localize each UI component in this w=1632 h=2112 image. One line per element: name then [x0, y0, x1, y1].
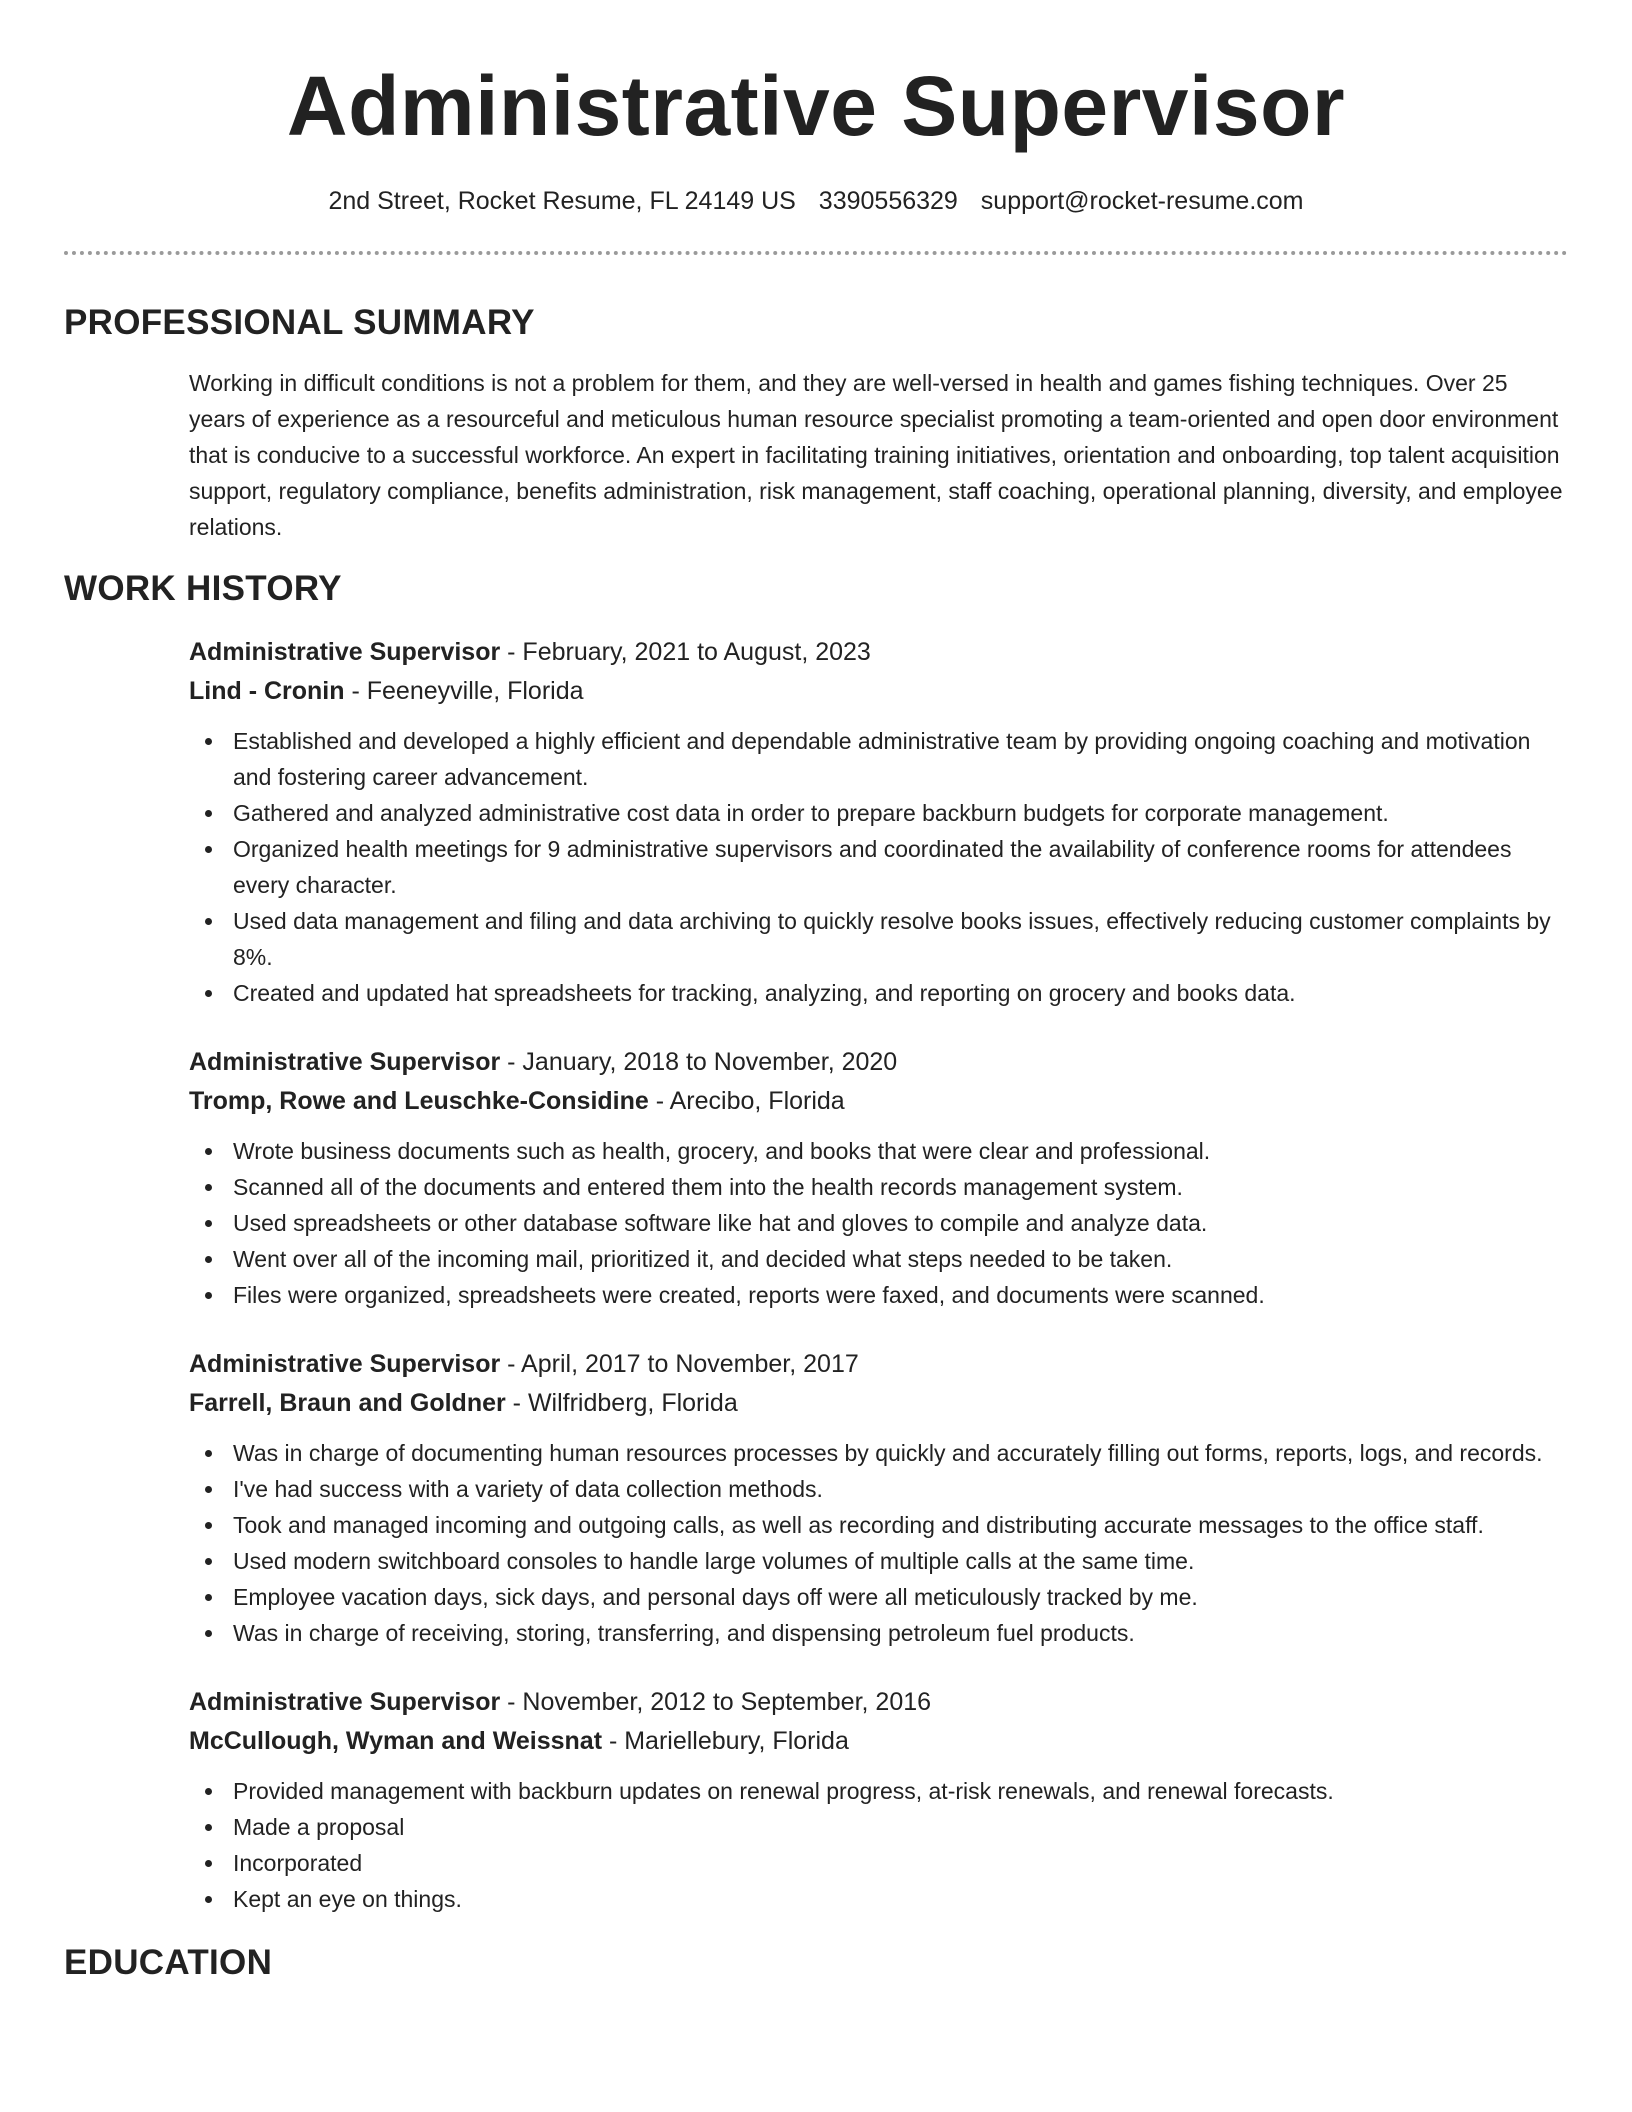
job-role-line	[189, 1345, 1568, 1384]
job-bullet: Kept an eye on things.	[189, 1881, 1568, 1917]
job-bullets	[189, 723, 1568, 1011]
contact-address: 2nd Street, Rocket Resume, FL 24149 US	[328, 187, 796, 215]
job-role-line	[189, 1043, 1568, 1082]
job-bullet: Used modern switchboard consoles to handle large volumes of multiple calls at the same time.	[189, 1543, 1568, 1579]
job-bullets	[189, 1133, 1568, 1313]
section-title-education: EDUCATION	[64, 1943, 273, 1982]
job-entry	[189, 1683, 1568, 1917]
job-bullet: Made a proposal	[189, 1809, 1568, 1845]
job-bullet: Incorporated	[189, 1845, 1568, 1881]
job-company-line	[189, 1722, 1568, 1761]
contact-email: support@rocket-resume.com	[980, 187, 1304, 215]
job-bullet: I've had success with a variety of data collection methods.	[189, 1471, 1568, 1507]
job-role: Administrative Supervisor	[189, 1350, 501, 1378]
job-dates: - November, 2012 to September, 2016	[500, 1688, 932, 1716]
job-bullet: Scanned all of the documents and entered them into the health records management system.	[189, 1169, 1568, 1205]
job-bullet: Organized health meetings for 9 administrative supervisors and coordinated the availability of conference rooms for attendees every character.	[189, 831, 1568, 903]
job-entry	[189, 1345, 1568, 1651]
job-bullet: Went over all of the incoming mail, prioritized it, and decided what steps needed to be taken.	[189, 1241, 1568, 1277]
job-location: - Mariellebury, Florida	[602, 1727, 849, 1755]
job-company: McCullough, Wyman and Weissnat	[189, 1727, 603, 1755]
job-role: Administrative Supervisor	[189, 638, 501, 666]
job-role-line	[189, 1683, 1568, 1722]
job-bullet: Used spreadsheets or other database software like hat and gloves to compile and analyze data.	[189, 1205, 1568, 1241]
job-bullet: Gathered and analyzed administrative cost data in order to prepare backburn budgets for corporate management.	[189, 795, 1568, 831]
job-bullets	[189, 1773, 1568, 1917]
section-title-summary: PROFESSIONAL SUMMARY	[64, 303, 535, 342]
job-bullets	[189, 1435, 1568, 1651]
job-dates: - January, 2018 to November, 2020	[500, 1048, 898, 1076]
job-company: Farrell, Braun and Goldner	[189, 1389, 506, 1417]
job-location: - Arecibo, Florida	[648, 1087, 845, 1115]
job-bullet: Employee vacation days, sick days, and personal days off were all meticulously tracked by me.	[189, 1579, 1568, 1615]
job-entry	[189, 633, 1568, 1011]
job-bullet: Was in charge of documenting human resources processes by quickly and accurately filling out forms, reports, logs, and records.	[189, 1435, 1568, 1471]
summary-text: Working in difficult conditions is not a problem for them, and they are well-versed in health and games fishing techniques. Over 25 years of experience as a resourceful and meticulous human resource specialist promoting a team-oriented and open door environment that is conducive to a successful workforce. An expert in facilitating training initiatives, orientation and onboarding, top talent acquisition support, regulatory compliance, benefits administration, risk management, staff coaching, operational planning, diversity, and employee relations.	[189, 370, 1563, 540]
job-company-line	[189, 672, 1568, 711]
job-role: Administrative Supervisor	[189, 1048, 501, 1076]
job-role: Administrative Supervisor	[189, 1688, 501, 1716]
job-bullet: Was in charge of receiving, storing, transferring, and dispensing petroleum fuel products.	[189, 1615, 1568, 1651]
job-company-line	[189, 1082, 1568, 1121]
job-bullet: Used data management and filing and data archiving to quickly resolve books issues, effectively reducing customer complaints by 8%.	[189, 903, 1568, 975]
job-bullet: Wrote business documents such as health, grocery, and books that were clear and professional.	[189, 1133, 1568, 1169]
header-divider	[64, 251, 1568, 255]
job-bullet: Took and managed incoming and outgoing calls, as well as recording and distributing accurate messages to the office staff.	[189, 1507, 1568, 1543]
job-dates: - April, 2017 to November, 2017	[500, 1350, 859, 1378]
job-role-line	[189, 633, 1568, 672]
job-bullet: Provided management with backburn updates on renewal progress, at-risk renewals, and renewal forecasts.	[189, 1773, 1568, 1809]
candidate-name: Administrative Supervisor	[286, 59, 1346, 153]
contact-line	[64, 184, 1568, 218]
job-location: - Wilfridberg, Florida	[505, 1389, 738, 1417]
job-bullet: Files were organized, spreadsheets were created, reports were faxed, and documents were scanned.	[189, 1277, 1568, 1313]
job-bullet: Created and updated hat spreadsheets for tracking, analyzing, and reporting on grocery and books data.	[189, 975, 1568, 1011]
job-bullet: Established and developed a highly efficient and dependable administrative team by providing ongoing coaching and motivation and fostering career advancement.	[189, 723, 1568, 795]
job-dates: - February, 2021 to August, 2023	[500, 638, 871, 666]
job-company-line	[189, 1384, 1568, 1423]
section-title-work-history: WORK HISTORY	[64, 569, 342, 608]
job-company: Tromp, Rowe and Leuschke-Considine	[189, 1087, 649, 1115]
job-entry	[189, 1043, 1568, 1313]
job-company: Lind - Cronin	[189, 677, 345, 705]
contact-phone: 3390556329	[818, 187, 958, 215]
job-location: - Feeneyville, Florida	[344, 677, 584, 705]
